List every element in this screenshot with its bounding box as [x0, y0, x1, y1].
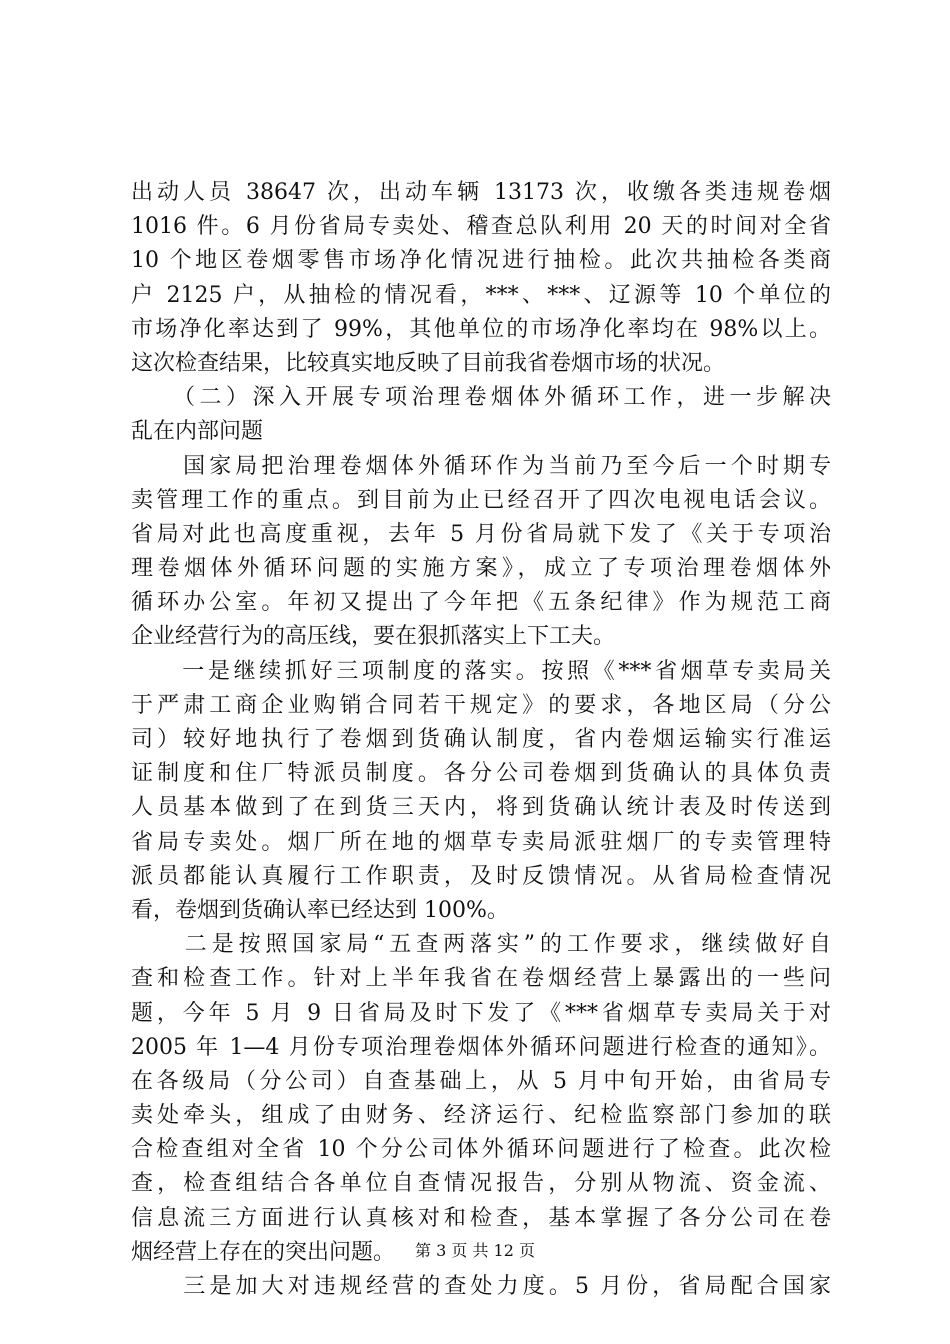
text-line: 查和检查工作。针对上半年我省在卷烟经营上暴露出的一些问 [131, 966, 831, 992]
text-line: 国家局把治理卷烟体外循环作为当前乃至今后一个时期专 [131, 453, 831, 479]
text-line: 循环办公室。年初又提出了今年把《五条纪律》作为规范工商 [131, 590, 831, 616]
text-line: 户 2125 户，从抽检的情况看，***、***、辽源等 10 个单位的 [131, 282, 831, 308]
text-line: 查，检查组结合各单位自查情况报告，分别从物流、资金流、 [131, 1171, 831, 1197]
text-line: 二是按照国家局“五查两落实”的工作要求，继续做好自 [131, 932, 831, 958]
text-line: 看，卷烟到货确认率已经达到 100%。 [131, 897, 509, 923]
text-line: 于严肃工商企业购销合同若干规定》的要求，各地区局（分公 [131, 692, 831, 718]
text-line: 企业经营行为的高压线，要在狠抓落实上下工夫。 [131, 624, 616, 650]
text-line: 10 个地区卷烟零售市场净化情况进行抽检。此次共抽检各类商 [131, 248, 831, 274]
text-line: 2005 年 1—4 月份专项治理卷烟体外循环问题进行检查的通知》。 [131, 1034, 831, 1060]
text-line: 1016 件。6 月份省局专卖处、稽查总队利用 20 天的时间对全省 [131, 214, 831, 240]
text-line: 题，今年 5 月 9 日省局及时下发了《***省烟草专卖局关于对 [131, 1000, 831, 1026]
text-line: 证制度和住厂特派员制度。各分公司卷烟到货确认的具体负责 [131, 761, 831, 787]
text-line: 三是加大对违规经营的查处力度。5 月份，省局配合国家 [131, 1274, 831, 1299]
text-line: 人员基本做到了在到货三天内，将到货确认统计表及时传送到 [131, 795, 831, 821]
text-line: 省局对此也高度重视，去年 5 月份省局就下发了《关于专项治 [131, 521, 831, 547]
text-line: 理卷烟体外循环问题的实施方案》，成立了专项治理卷烟体外 [131, 556, 831, 582]
text-line: 卖处牵头，组成了由财务、经济运行、纪检监察部门参加的联 [131, 1103, 831, 1129]
text-line: 合检查组对全省 10 个分公司体外循环问题进行了检查。此次检 [131, 1137, 831, 1163]
text-line: 出动人员 38647 次，出动车辆 13173 次，收缴各类违规卷烟 [131, 180, 831, 205]
text-line: （二）深入开展专项治理卷烟体外循环工作，进一步解决 [131, 385, 831, 411]
document-body [131, 176, 831, 1304]
text-line: 信息流三方面进行认真核对和检查，基本掌握了各分公司在卷 [131, 1205, 831, 1231]
text-line: 市场净化率达到了 99%，其他单位的市场净化率均在 98%以上。 [131, 316, 831, 342]
text-line: 乱在内部问题 [131, 419, 264, 445]
text-line: 烟经营上存在的突出问题。 [131, 1239, 396, 1265]
page-footer: 第 3 页 共 12 页 [415, 1241, 535, 1260]
text-line: 卖管理工作的重点。到目前为止已经召开了四次电视电话会议。 [131, 487, 831, 513]
text-line: 在各级局（分公司）自查基础上，从 5 月中旬开始，由省局专 [131, 1068, 831, 1094]
text-line: 一是继续抓好三项制度的落实。按照《***省烟草专卖局关 [131, 658, 831, 684]
text-line: 这次检查结果，比较真实地反映了目前我省卷烟市场的状况。 [131, 350, 726, 376]
text-line: 司）较好地执行了卷烟到货确认制度，省内卷烟运输实行准运 [131, 727, 831, 752]
text-line: 省局专卖处。烟厂所在地的烟草专卖局派驻烟厂的专卖管理特 [131, 829, 831, 855]
text-line: 派员都能认真履行工作职责，及时反馈情况。从省局检查情况 [131, 863, 831, 889]
